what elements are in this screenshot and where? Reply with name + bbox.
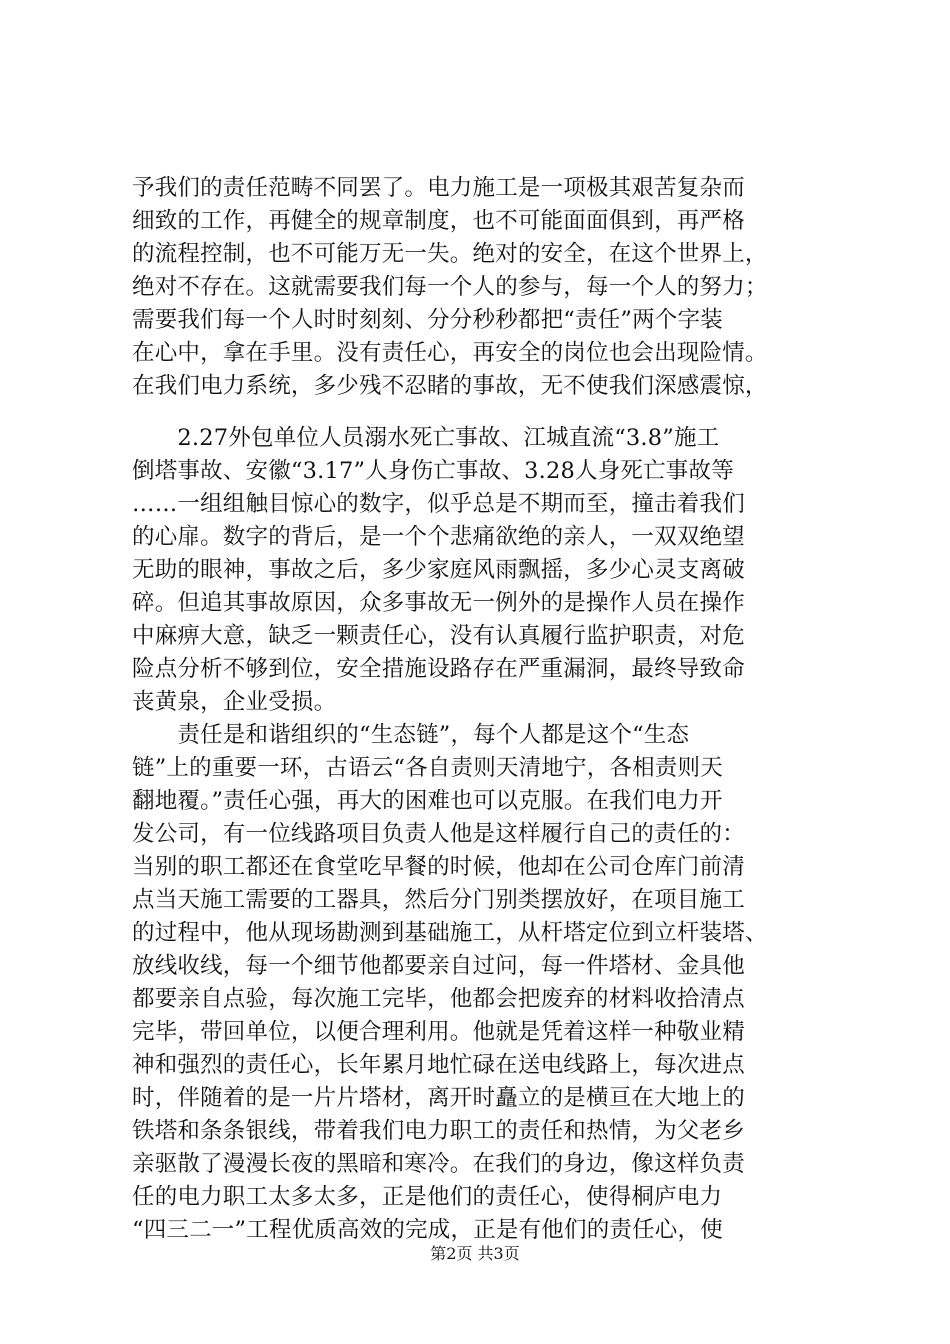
text-line: 铁塔和条条银线，带着我们电力职工的责任和热情，为父老乡 <box>132 1118 745 1144</box>
paragraph-2 <box>132 422 822 719</box>
text-line: 完毕，带回单位，以便合理利用。他就是凭着这样一种敬业精 <box>132 1019 745 1045</box>
text-line: 细致的工作，再健全的规章制度，也不可能面面俱到，再严格 <box>132 208 745 234</box>
text-line: 中麻痹大意，缺乏一颗责任心，没有认真履行监护职责，对危 <box>132 623 745 649</box>
text-line: 任的电力职工太多太多，正是他们的责任心，使得桐庐电力 <box>132 1184 723 1210</box>
text-line: 翻地覆。”责任心强，再大的困难也可以克服。在我们电力开 <box>132 788 723 814</box>
text-line: 责任是和谐组织的“生态链”，每个人都是这个“生态 <box>132 722 690 748</box>
text-line: 在我们电力系统，多少残不忍睹的事故，无不使我们深感震惊， <box>132 373 768 399</box>
text-line: 链”上的重要一环，古语云“各自责则天清地宁，各相责则天 <box>132 755 723 781</box>
text-line: 的心扉。数字的背后，是一个个悲痛欲绝的亲人，一双双绝望 <box>132 524 745 550</box>
text-line: “四三二一”工程优质高效的完成，正是有他们的责任心，使 <box>132 1217 723 1243</box>
text-line: 无助的眼神，事故之后，多少家庭风雨飘摇，多少心灵支离破 <box>132 557 745 583</box>
text-line: 时，伴随着的是一片片塔材，离开时矗立的是横亘在大地上的 <box>132 1085 745 1111</box>
text-line: 倒塔事故、安徽“3.17”人身伤亡事故、3.28人身死亡事故等 <box>132 458 734 484</box>
text-line: 的流程控制，也不可能万无一失。绝对的安全，在这个世界上， <box>132 241 768 267</box>
text-line: 予我们的责任范畴不同罢了。电力施工是一项极其艰苦复杂而 <box>132 175 745 201</box>
text-line: 亲驱散了漫漫长夜的黑暗和寒冷。在我们的身边，像这样负责 <box>132 1151 745 1177</box>
paragraph-1 <box>132 172 822 403</box>
paragraph-3 <box>132 719 822 1247</box>
text-line: 2.27外包单位人员溺水死亡事故、江城直流“3.8”施工 <box>132 425 720 451</box>
text-line: 发公司，有一位线路项目负责人他是这样履行自己的责任的： <box>132 821 745 847</box>
page-footer: 第2页 共3页 <box>430 1244 520 1263</box>
text-line: 都要亲自点验，每次施工完毕，他都会把废弃的材料收拾清点 <box>132 986 745 1012</box>
text-line: 绝对不存在。这就需要我们每一个人的参与，每一个人的努力； <box>132 274 768 300</box>
text-line: 当别的职工都还在食堂吃早餐的时候，他却在公司仓库门前清 <box>132 854 745 880</box>
text-line: ……一组组触目惊心的数字，似乎总是不期而至，撞击着我们 <box>132 491 745 517</box>
text-line: 点当天施工需要的工器具，然后分门别类摆放好，在项目施工 <box>132 887 745 913</box>
text-line: 需要我们每一个人时时刻刻、分分秒秒都把“责任”两个字装 <box>132 307 723 333</box>
text-line: 丧黄泉，企业受损。 <box>132 689 337 715</box>
text-line: 放线收线，每一个细节他都要亲自过问，每一件塔材、金具他 <box>132 953 745 979</box>
text-line: 碎。但追其事故原因，众多事故无一例外的是操作人员在操作 <box>132 590 745 616</box>
text-line: 的过程中，他从现场勘测到基础施工，从杆塔定位到立杆装塔、 <box>132 920 768 946</box>
text-line: 险点分析不够到位，安全措施设路存在严重漏洞，最终导致命 <box>132 656 745 682</box>
text-line: 神和强烈的责任心，长年累月地忙碌在送电线路上，每次进点 <box>132 1052 745 1078</box>
text-line: 在心中，拿在手里。没有责任心，再安全的岗位也会出现险情。 <box>132 340 768 366</box>
